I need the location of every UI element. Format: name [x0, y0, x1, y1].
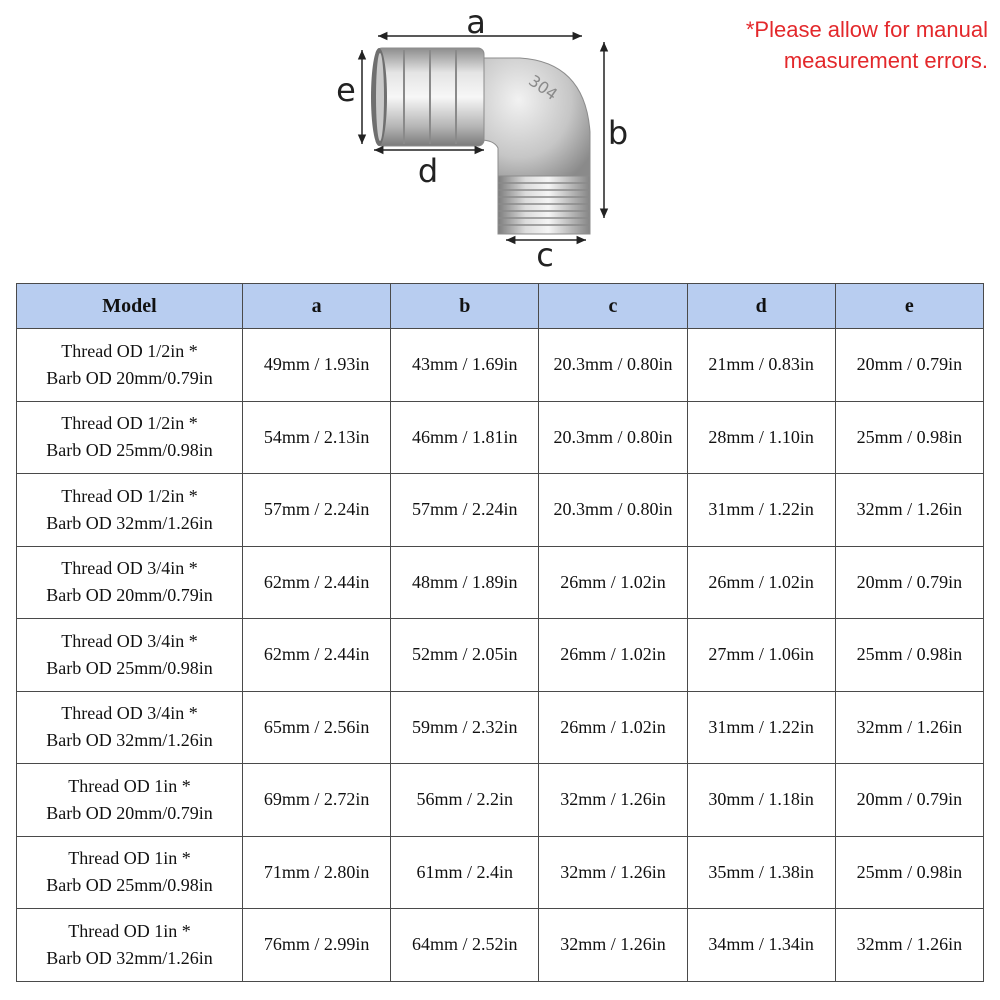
cell-b: 61mm / 2.4in — [391, 836, 539, 909]
cell-d: 26mm / 1.02in — [687, 546, 835, 619]
cell-b: 48mm / 1.89in — [391, 546, 539, 619]
model-cell: Thread OD 1in * Barb OD 32mm/1.26in — [17, 909, 243, 982]
cell-d: 21mm / 0.83in — [687, 329, 835, 402]
cell-e: 20mm / 0.79in — [835, 764, 983, 837]
dimension-e-label: e — [336, 71, 356, 109]
cell-c: 32mm / 1.26in — [539, 909, 687, 982]
cell-e: 25mm / 0.98in — [835, 836, 983, 909]
cell-b: 46mm / 1.81in — [391, 401, 539, 474]
cell-c: 32mm / 1.26in — [539, 836, 687, 909]
cell-e: 20mm / 0.79in — [835, 546, 983, 619]
model-cell: Thread OD 1in * Barb OD 25mm/0.98in — [17, 836, 243, 909]
cell-a: 62mm / 2.44in — [243, 546, 391, 619]
header-a: a — [243, 284, 391, 329]
hose-barb — [371, 48, 484, 146]
cell-c: 26mm / 1.02in — [539, 691, 687, 764]
cell-e: 20mm / 0.79in — [835, 329, 983, 402]
table-row — [17, 691, 984, 764]
cell-e: 32mm / 1.26in — [835, 909, 983, 982]
material-stamp: 304 — [525, 70, 562, 105]
dimension-d-label: d — [417, 152, 439, 190]
cell-b: 57mm / 2.24in — [391, 474, 539, 547]
size-table — [16, 283, 984, 982]
cell-b: 59mm / 2.32in — [391, 691, 539, 764]
header-c: c — [539, 284, 687, 329]
table-row — [17, 329, 984, 402]
dimension-c-label: c — [536, 236, 554, 274]
cell-d: 31mm / 1.22in — [687, 474, 835, 547]
thread-end — [498, 176, 590, 234]
cell-a: 57mm / 2.24in — [243, 474, 391, 547]
cell-c: 20.3mm / 0.80in — [539, 401, 687, 474]
cell-a: 62mm / 2.44in — [243, 619, 391, 692]
cell-a: 49mm / 1.93in — [243, 329, 391, 402]
cell-c: 26mm / 1.02in — [539, 619, 687, 692]
cell-e: 32mm / 1.26in — [835, 474, 983, 547]
cell-a: 71mm / 2.80in — [243, 836, 391, 909]
header-b: b — [391, 284, 539, 329]
model-cell: Thread OD 3/4in * Barb OD 25mm/0.98in — [17, 619, 243, 692]
table-row — [17, 909, 984, 982]
cell-d: 30mm / 1.18in — [687, 764, 835, 837]
cell-a: 69mm / 2.72in — [243, 764, 391, 837]
cell-c: 32mm / 1.26in — [539, 764, 687, 837]
cell-e: 32mm / 1.26in — [835, 691, 983, 764]
cell-d: 31mm / 1.22in — [687, 691, 835, 764]
dimension-b-label: b — [607, 114, 629, 152]
model-cell: Thread OD 1/2in * Barb OD 20mm/0.79in — [17, 329, 243, 402]
cell-e: 25mm / 0.98in — [835, 619, 983, 692]
header-model: Model — [17, 284, 243, 329]
cell-e: 25mm / 0.98in — [835, 401, 983, 474]
header-e: e — [835, 284, 983, 329]
cell-c: 20.3mm / 0.80in — [539, 329, 687, 402]
model-cell: Thread OD 1/2in * Barb OD 25mm/0.98in — [17, 401, 243, 474]
measurement-note: *Please allow for manual measurement errors. — [745, 17, 988, 73]
cell-b: 64mm / 2.52in — [391, 909, 539, 982]
cell-a: 76mm / 2.99in — [243, 909, 391, 982]
model-cell: Thread OD 3/4in * Barb OD 20mm/0.79in — [17, 546, 243, 619]
dimension-a-label: a — [466, 3, 486, 41]
table-row — [17, 619, 984, 692]
header-d: d — [687, 284, 835, 329]
table-row — [17, 546, 984, 619]
cell-d: 28mm / 1.10in — [687, 401, 835, 474]
model-cell: Thread OD 3/4in * Barb OD 32mm/1.26in — [17, 691, 243, 764]
cell-a: 54mm / 2.13in — [243, 401, 391, 474]
table-header-row — [17, 284, 984, 329]
cell-d: 34mm / 1.34in — [687, 909, 835, 982]
table-row — [17, 836, 984, 909]
cell-b: 52mm / 2.05in — [391, 619, 539, 692]
cell-b: 56mm / 2.2in — [391, 764, 539, 837]
cell-d: 27mm / 1.06in — [687, 619, 835, 692]
table-row — [17, 764, 984, 837]
model-cell: Thread OD 1in * Barb OD 20mm/0.79in — [17, 764, 243, 837]
cell-a: 65mm / 2.56in — [243, 691, 391, 764]
cell-c: 20.3mm / 0.80in — [539, 474, 687, 547]
table-row — [17, 474, 984, 547]
cell-d: 35mm / 1.38in — [687, 836, 835, 909]
model-cell: Thread OD 1/2in * Barb OD 32mm/1.26in — [17, 474, 243, 547]
table-row — [17, 401, 984, 474]
cell-c: 26mm / 1.02in — [539, 546, 687, 619]
cell-b: 43mm / 1.69in — [391, 329, 539, 402]
